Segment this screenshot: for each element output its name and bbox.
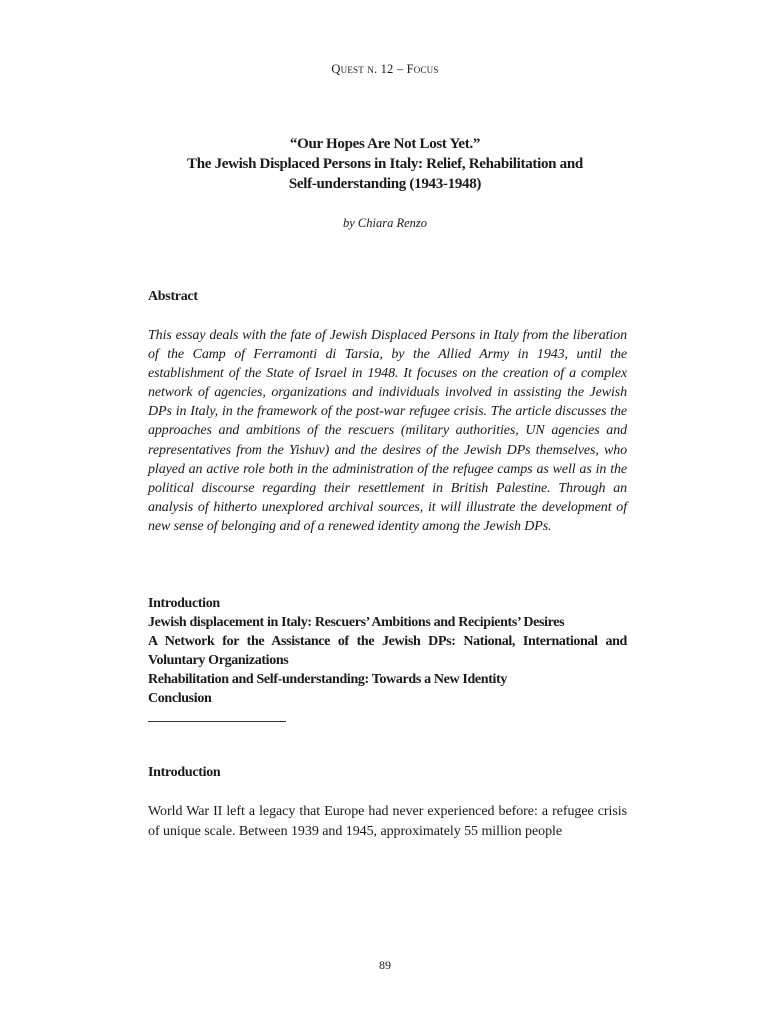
toc-item: Rehabilitation and Self-understanding: Towards a New Identity xyxy=(148,672,508,688)
page-number: 89 xyxy=(379,958,391,972)
introduction-heading: Introduction xyxy=(148,765,221,780)
toc-item: Conclusion xyxy=(148,691,212,707)
introduction-text: World War II left a legacy that Europe had never experienced before: a refugee crisis of unique scale. Between 1939 and 1945, approximately 55 million people xyxy=(148,804,627,839)
title-line-2: The Jewish Displaced Persons in Italy: Relief, Rehabilitation and xyxy=(187,156,583,172)
section-divider xyxy=(148,721,286,722)
abstract-text: This essay deals with the fate of Jewish Displaced Persons in Italy from the liberation of the Camp of Ferramonti di Tarsia, by the Allied Army in 1943, until the establishment of the State of Israel in 1948. It focuses on the creation of a complex network of agencies, organizations and individuals involved in assisting the Jewish DPs in Italy, in the framework of the post-war refugee crisis. The article discusses the approaches and ambitions of the rescuers (military authorities, UN agencies and representatives from the Yishuv) and the desires of the Jewish DPs themselves, who played an active role both in the administration of the refugee camps as well as in the political discourse regarding their resettlement in British Palestine. Through an analysis of hitherto unexplored archival sources, it will illustrate the development of new sense of belonging and of a renewed identity among the Jewish DPs. xyxy=(148,328,627,534)
toc-item: Jewish displacement in Italy: Rescuers’ Ambitions and Recipients’ Desires xyxy=(148,615,565,631)
toc-item: Introduction xyxy=(148,596,220,611)
article-title xyxy=(120,134,650,194)
title-line-3: Self-understanding (1943-1948) xyxy=(288,176,482,192)
abstract-heading: Abstract xyxy=(148,289,198,304)
title-line-1: “Our Hopes Are Not Lost Yet.” xyxy=(289,136,481,152)
table-of-contents xyxy=(148,594,627,709)
author-byline: by Chiara Renzo xyxy=(342,216,428,230)
running-head: Quest n. 12 – Focus xyxy=(331,62,439,76)
toc-item: A Network for the Assistance of the Jewish DPs: National, International and Voluntary Organizations xyxy=(148,634,627,669)
